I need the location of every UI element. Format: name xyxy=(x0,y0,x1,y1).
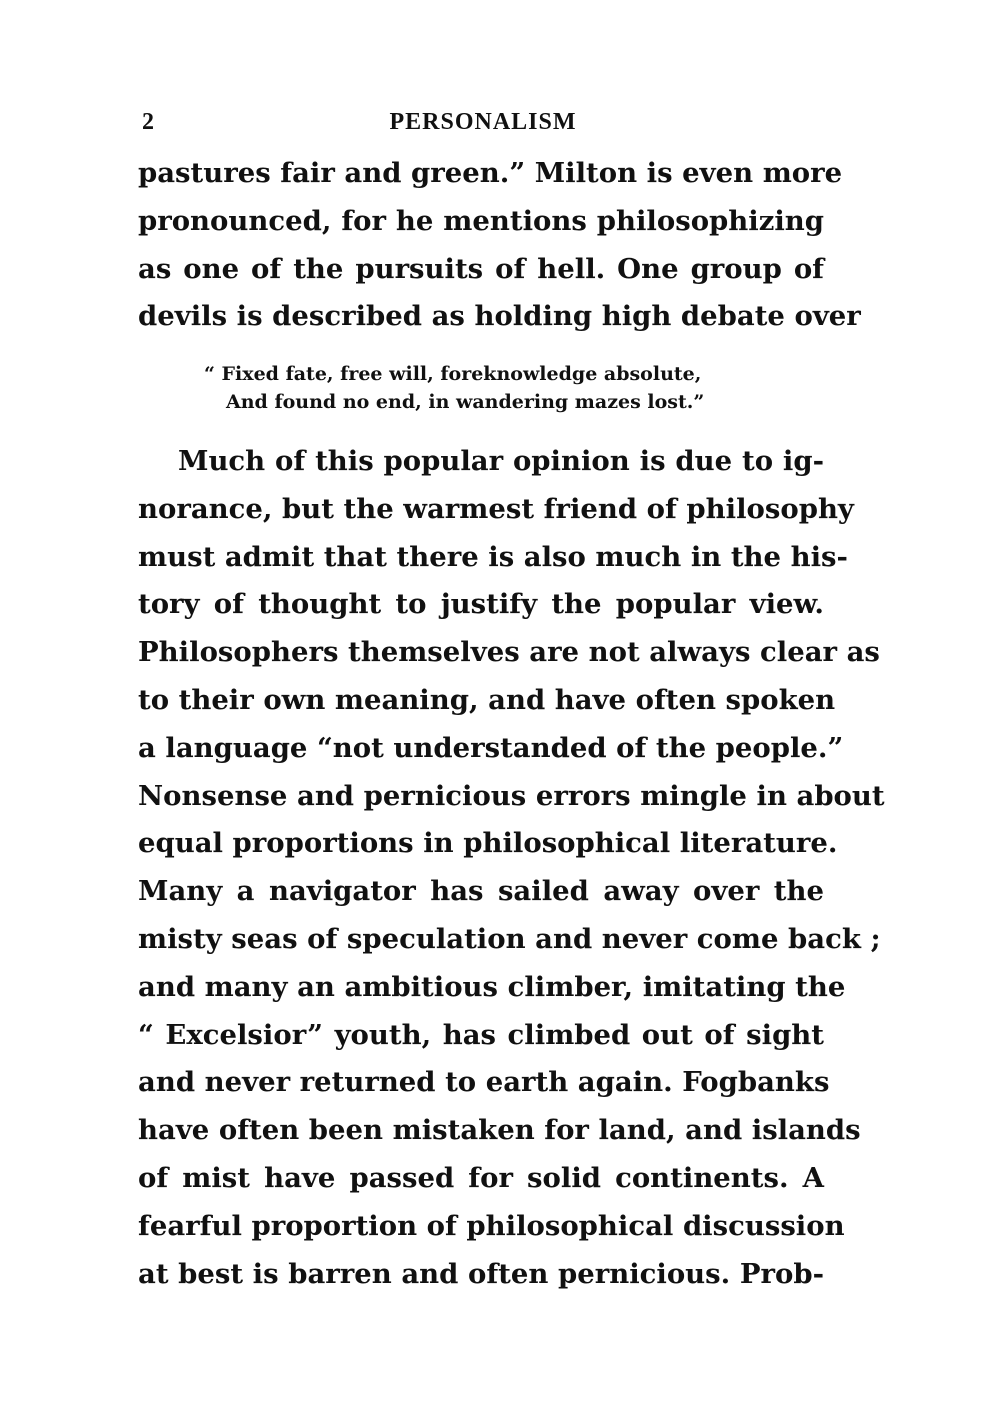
text-line: at best is barren and often pernicious. Prob- xyxy=(138,1257,824,1290)
text-line: of mist have passed for solid continents. A xyxy=(138,1161,824,1194)
paragraph-continued xyxy=(138,150,861,341)
text-line: equal proportions in philosophical literature. xyxy=(138,827,838,860)
paragraph xyxy=(138,438,885,1298)
page-header xyxy=(138,104,828,140)
text-line: “ Excelsior” youth, has climbed out of sight xyxy=(138,1018,824,1051)
text-line: to their own meaning, and have often spoken xyxy=(138,683,836,716)
text-line: Nonsense and pernicious errors mingle in about xyxy=(138,779,885,812)
text-line: fearful proportion of philosophical discussion xyxy=(138,1209,845,1242)
text-line: Philosophers themselves are not always clear as xyxy=(138,636,880,669)
text-line: Much of this popular opinion is due to ig- xyxy=(178,445,824,477)
text-line: pronounced, for he mentions philosophizing xyxy=(138,204,824,237)
text-line: Many a navigator has sailed away over the xyxy=(138,875,824,908)
text-line: must admit that there is also much in the his- xyxy=(138,540,848,573)
text-line: and never returned to earth again. Fogbanks xyxy=(138,1066,830,1099)
text-line: a language “not understanded of the people.” xyxy=(138,731,844,764)
running-title: PERSONALISM xyxy=(389,109,577,135)
quote-line: “ Fixed fate, free will, foreknowledge absolute, xyxy=(204,363,702,385)
text-line: misty seas of speculation and never come back ; xyxy=(138,922,881,955)
text-line: devils is described as holding high debate over xyxy=(138,300,861,333)
block-quote xyxy=(204,360,804,416)
text-line: as one of the pursuits of hell. One group of xyxy=(138,252,824,285)
quote-line: And found no end, in wandering mazes lost.” xyxy=(226,391,705,413)
text-line: norance, but the warmest friend of philosophy xyxy=(138,492,854,525)
text-line: pastures fair and green.” Milton is even more xyxy=(138,157,843,189)
text-line: tory of thought to justify the popular view. xyxy=(138,588,824,621)
text-line: and many an ambitious climber, imitating the xyxy=(138,970,846,1003)
page-number: 2 xyxy=(142,109,154,135)
text-line: have often been mistaken for land, and islands xyxy=(138,1114,861,1147)
